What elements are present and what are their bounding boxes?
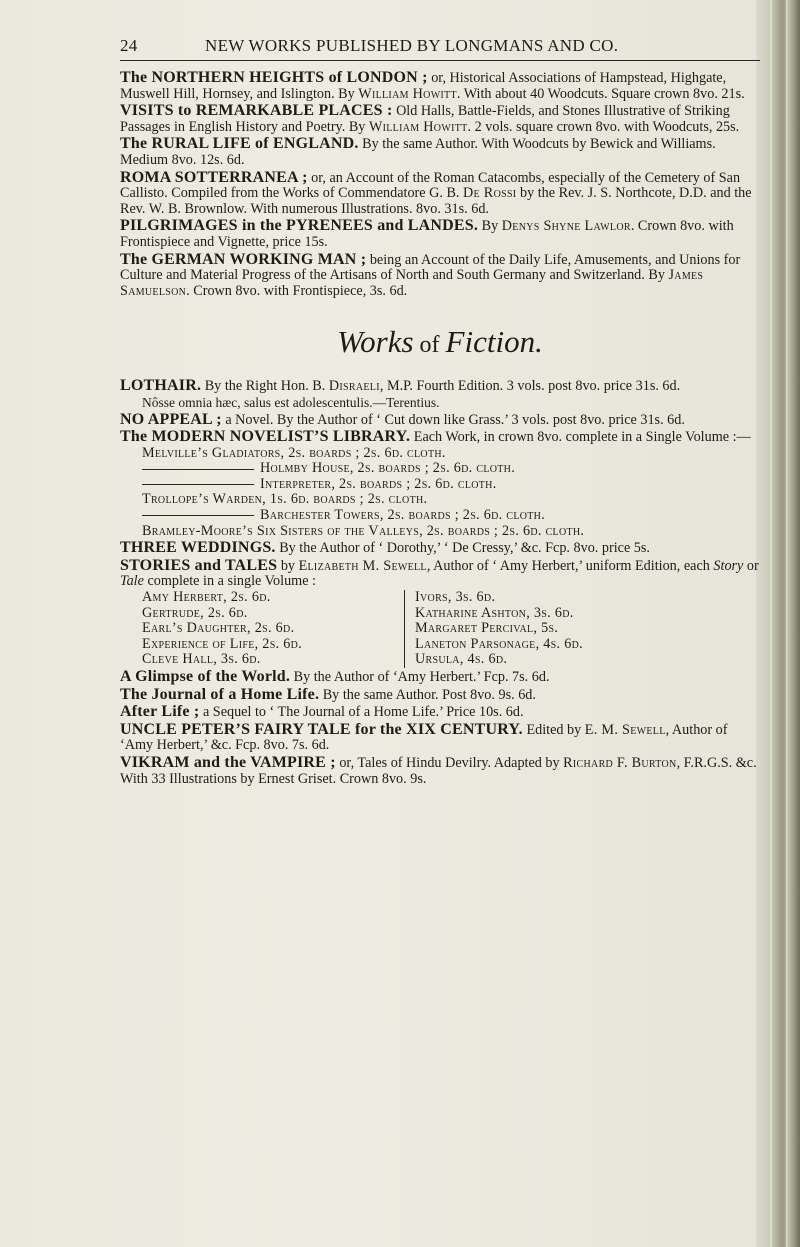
story-title: Margaret Percival, 5s. xyxy=(415,620,559,637)
epigraph: Nôsse omnia hæc, salus est adolescentulis.—Terentius. xyxy=(142,394,440,410)
entry-text: being an Account of the Daily Life, Amusements, and Unions for Culture and Material Progress of the Artisans of North and South Germany and Switzerland. By xyxy=(120,251,741,284)
entry-heading: UNCLE PETER’S FAIRY TALE for the XIX CENTURY. xyxy=(120,720,523,738)
catalogue-entry xyxy=(120,540,760,557)
entry-heading: STORIES and TALES xyxy=(120,556,278,574)
entry-heading: ROMA SOTTERRANEA ; xyxy=(120,168,308,186)
catalogue-entry xyxy=(120,136,760,168)
entry-text: , F.R.G.S. &c. With 33 Illustrations by Ernest Griset. Crown 8vo. 9s. xyxy=(120,754,757,787)
entry-text: by xyxy=(277,557,299,574)
stories-right-column xyxy=(404,590,677,668)
catalogue-entry xyxy=(120,669,760,686)
story-title: Earl’s Daughter, 2s. 6d. xyxy=(142,620,295,637)
library-line-text: Holmby House, 2s. boards ; 2s. 6d. cloth. xyxy=(260,460,516,477)
entry-text: By the Author of ‘Amy Herbert.’ Fcp. 7s. 6d. xyxy=(290,669,550,685)
entry-text: , Author of ‘Amy Herbert,’ &c. Fcp. 8vo. 7s. 6d. xyxy=(120,721,728,754)
entry-heading: PILGRIMAGES in the PYRENEES and LANDES. xyxy=(120,217,479,235)
entry-italic: Story xyxy=(713,557,744,574)
binding-streak xyxy=(770,0,772,1247)
entry-text: or, Tales of Hindu Devilry. Adapted by xyxy=(335,754,564,771)
entry-author: William Howitt xyxy=(358,85,457,102)
top-entries xyxy=(120,70,760,299)
entry-author: Denys Shyne Lawlor xyxy=(501,218,631,235)
entry-heading: The RURAL LIFE of ENGLAND. xyxy=(120,135,359,153)
story-title: Katharine Ashton, 3s. 6d. xyxy=(415,604,574,621)
entry-heading: The Journal of a Home Life. xyxy=(120,685,320,703)
entry-text: . Crown 8vo. with Frontispiece, 3s. 6d. xyxy=(186,282,408,299)
entry-author: Richard F. Burton xyxy=(563,754,677,771)
entry-text: by the Rev. J. S. Northcote, D.D. and the Rev. W. B. Brownlow. With numerous Illustrations. 8vo. 31s. 6d. xyxy=(120,185,752,217)
entry-text: , Author of ‘ Amy Herbert,’ uniform Edition, each xyxy=(426,557,714,574)
story-title: Experience of Life, 2s. 6d. xyxy=(142,635,303,652)
section-title-of: of xyxy=(413,332,446,359)
entry-text: Edited by xyxy=(522,721,585,738)
entry-text: . Crown 8vo. with Frontispiece and Vignette, price 15s. xyxy=(120,218,734,250)
entry-author: Disraeli xyxy=(328,378,380,395)
ditto-dash xyxy=(142,515,254,516)
catalogue-entry xyxy=(120,722,760,754)
entry-text: . With about 40 Woodcuts. Square crown 8vo. 21s. xyxy=(456,85,745,102)
library-line: Trollope’s Warden, 1s. 6d. boards ; 2s. cloth. xyxy=(142,491,428,508)
entry-heading: LOTHAIR. xyxy=(120,377,202,395)
catalogue-entry xyxy=(120,412,760,429)
entry-text: Each Work, in crown 8vo. complete in a Single Volume :— xyxy=(410,429,751,446)
entry-text: . 2 vols. square crown 8vo. with Woodcuts, 25s. xyxy=(467,118,740,135)
entry-text: By the same Author. With Woodcuts by Bewick and Williams. Medium 8vo. 12s. 6d. xyxy=(120,136,716,168)
entry-heading: After Life ; xyxy=(120,703,200,721)
story-title: Cleve Hall, 3s. 6d. xyxy=(142,651,261,668)
entry-text: By xyxy=(478,218,502,235)
binding-streak xyxy=(786,0,788,1247)
bottom-entries xyxy=(120,669,760,787)
story-title: Gertrude, 2s. 6d. xyxy=(142,604,248,621)
catalogue-entry xyxy=(120,170,760,218)
entry-text: a Novel. By the Author of ‘ Cut down like Grass.’ 3 vols. post 8vo. price 31s. 6d. xyxy=(221,411,685,428)
ditto-dash xyxy=(142,469,254,470)
entry-author: De Rossi xyxy=(463,185,517,202)
library-line: Bramley-Moore’s Six Sisters of the Valleys, 2s. boards ; 2s. 6d. cloth. xyxy=(142,522,585,539)
entry-heading: VISITS to REMARKABLE PLACES : xyxy=(120,102,393,120)
story-title: Amy Herbert, 2s. 6d. xyxy=(142,589,271,606)
catalogue-entry xyxy=(120,704,760,721)
entry-text: or, Historical Associations of Hampstead, Highgate, Muswell Hill, Hornsey, and Islington. By xyxy=(120,70,727,102)
entry-text: a Sequel to ‘ The Journal of a Home Life.’ Price 10s. 6d. xyxy=(199,704,524,721)
running-title: NEW WORKS PUBLISHED BY LONGMANS AND CO. xyxy=(205,36,619,55)
entry-text: complete in a single Volume : xyxy=(143,573,316,590)
entry-text: or xyxy=(743,557,759,574)
entry-author: Elizabeth M. Sewell xyxy=(298,557,427,574)
entry-heading: The NORTHERN HEIGHTS of LONDON ; xyxy=(120,69,428,86)
catalogue-entry xyxy=(120,429,760,539)
entry-heading: The GERMAN WORKING MAN ; xyxy=(120,250,367,268)
story-title: Ursula, 4s. 6d. xyxy=(415,651,508,668)
library-line xyxy=(120,508,760,524)
ditto-dash xyxy=(142,484,254,485)
catalogue-entry xyxy=(120,70,760,102)
library-line-text: Barchester Towers, 2s. boards ; 2s. 6d. cloth. xyxy=(260,507,546,524)
header-rule xyxy=(120,60,760,61)
entry-heading: THREE WEDDINGS. xyxy=(120,539,276,557)
story-title: Laneton Parsonage, 4s. 6d. xyxy=(415,635,583,652)
catalogue-entry xyxy=(120,103,760,135)
catalogue-entry xyxy=(120,755,760,787)
stories-left-column xyxy=(142,590,404,668)
entry-italic: Tale xyxy=(120,573,144,590)
entry-heading: VIKRAM and the VAMPIRE ; xyxy=(120,753,336,771)
catalogue-entry xyxy=(120,378,760,410)
book-binding-edge xyxy=(756,0,800,1247)
catalogue-entry xyxy=(120,218,760,250)
entry-heading: The MODERN NOVELIST’S LIBRARY. xyxy=(120,428,411,446)
section-title-word: Fiction. xyxy=(445,324,543,360)
entry-heading: NO APPEAL ; xyxy=(120,410,222,428)
page-number: 24 xyxy=(120,36,138,55)
catalogue-entry xyxy=(120,687,760,704)
entry-text: or, an Account of the Roman Catacombs, especially of the Cemetery of San Callisto. Compiled from the Works of Commendatore G. B. xyxy=(120,169,741,202)
library-line xyxy=(120,477,760,493)
library-line: Melville’s Gladiators, 2s. boards ; 2s. 6d. cloth. xyxy=(142,444,446,461)
entry-author: William Howitt xyxy=(368,118,468,135)
library-line-text: Interpreter, 2s. boards ; 2s. 6d. cloth. xyxy=(260,475,497,492)
entry-text: By the same Author. Post 8vo. 9s. 6d. xyxy=(319,686,536,703)
entry-text: By the Right Hon. B. xyxy=(201,378,329,395)
entry-text: By the Author of ‘ Dorothy,’ ‘ De Cressy,’ &c. Fcp. 8vo. price 5s. xyxy=(275,540,650,557)
story-title: Ivors, 3s. 6d. xyxy=(415,589,496,606)
section-title xyxy=(120,325,760,362)
catalogue-content xyxy=(120,70,760,788)
catalogue-entry xyxy=(120,558,760,668)
entry-heading: A Glimpse of the World. xyxy=(120,668,291,685)
section-title-word: Works xyxy=(337,324,414,360)
entry-text: , M.P. Fourth Edition. 3 vols. post 8vo. price 31s. 6d. xyxy=(379,378,681,395)
library-line xyxy=(120,461,760,477)
entry-author: James Samuelson xyxy=(120,267,704,299)
entry-author: E. M. Sewell xyxy=(584,721,666,738)
catalogue-entry xyxy=(120,252,760,300)
entry-text: Old Halls, Battle-Fields, and Stones Illustrative of Striking Passages in English History and Poetry. By xyxy=(120,103,730,135)
stories-list xyxy=(120,590,760,668)
